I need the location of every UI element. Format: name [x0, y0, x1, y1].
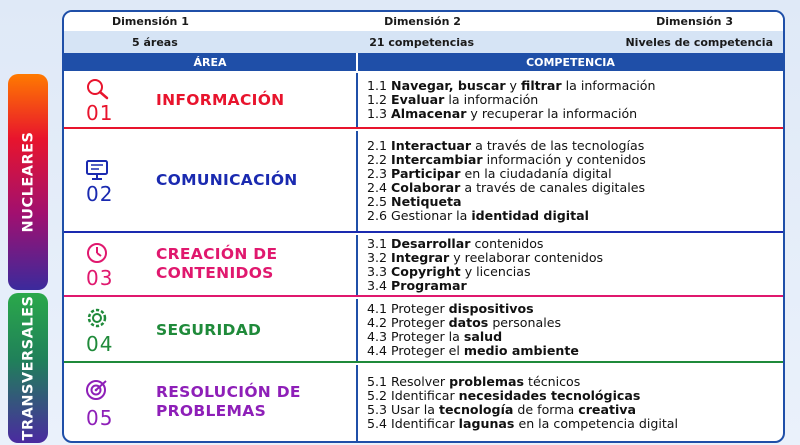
dimension-2-detail: 21 competencias: [369, 35, 475, 49]
competence-list: [358, 299, 783, 361]
competence-keyword: Navegar, buscar: [391, 78, 506, 93]
competence-text: 4.4 Proteger el: [367, 343, 464, 358]
dimension-detail-row: [64, 31, 783, 53]
competence-keyword: Interactuar: [391, 138, 472, 153]
competence-text: 3.3: [367, 264, 392, 279]
competence-item: [367, 403, 783, 417]
competence-text: la información: [561, 78, 656, 93]
magnifier-icon: [84, 78, 110, 100]
dimension-2-label: Dimensión 2: [384, 15, 461, 28]
target-icon: [84, 379, 110, 401]
dimension-1-detail: 5 áreas: [132, 35, 178, 49]
competence-keyword: dispositivos: [448, 301, 534, 316]
competence-keyword: Evaluar: [391, 92, 445, 107]
competence-text: 5.2 Identificar: [367, 388, 459, 403]
competence-item: [367, 195, 783, 209]
gear-icon: [84, 307, 110, 329]
competence-text: 2.4: [367, 180, 392, 195]
competence-item: [367, 167, 783, 181]
competence-text: a través de las tecnologías: [471, 138, 645, 153]
area-row: [64, 235, 783, 297]
competence-item: [367, 181, 783, 195]
competence-text: 2.6 Gestionar la: [367, 208, 472, 223]
competence-keyword: Netiqueta: [391, 194, 462, 209]
competence-keyword: Intercambiar: [391, 152, 483, 167]
competence-keyword: necesidades tecnológicas: [458, 388, 641, 403]
dimension-row: [64, 12, 783, 31]
nucleares-sidebar: [8, 74, 48, 290]
area-cell: [64, 235, 358, 295]
dimension-1-label: Dimensión 1: [112, 15, 189, 28]
competence-text: la información: [444, 92, 539, 107]
competence-item: [367, 279, 783, 293]
monitor-icon: [84, 159, 110, 181]
competence-item: [367, 251, 783, 265]
competence-item: [367, 209, 783, 223]
competence-text: en la ciudadanía digital: [460, 166, 612, 181]
area-cell: [64, 299, 358, 361]
competencia-header: COMPETENCIA: [526, 55, 615, 69]
area-name: [156, 383, 301, 421]
competence-keyword: Integrar: [391, 250, 450, 265]
competence-keyword: salud: [463, 329, 503, 344]
competence-text: 2.3: [367, 166, 392, 181]
competence-keyword: Desarrollar: [391, 236, 471, 251]
competence-item: [367, 107, 783, 121]
competence-item: [367, 139, 783, 153]
area-number: 05: [86, 406, 114, 430]
area-number: 01: [86, 101, 114, 125]
area-row: [64, 365, 783, 443]
area-row: [64, 131, 783, 233]
area-number: 02: [86, 182, 114, 206]
competence-table: [62, 10, 785, 443]
competence-text: 2.1: [367, 138, 392, 153]
competence-keyword: Participar: [391, 166, 461, 181]
area-name-line-2: PROBLEMAS: [156, 402, 267, 420]
area-name-line-1: COMUNICACIÓN: [156, 171, 298, 189]
competence-text: a través de canales digitales: [460, 180, 646, 195]
competence-item: [367, 316, 783, 330]
competence-item: [367, 93, 783, 107]
nucleares-label: NUCLEARES: [20, 131, 36, 233]
dimension-3-label: Dimensión 3: [656, 15, 733, 28]
competence-keyword: Programar: [391, 278, 467, 293]
competence-keyword: Colaborar: [391, 180, 461, 195]
area-name-line-1: RESOLUCIÓN DE: [156, 383, 301, 401]
competence-text: personales: [488, 315, 562, 330]
area-header: ÁREA: [64, 53, 358, 71]
competence-item: [367, 417, 783, 431]
competence-item: [367, 237, 783, 251]
competence-text: 3.1: [367, 236, 392, 251]
competence-text: 5.1 Resolver: [367, 374, 450, 389]
competence-list: [358, 365, 783, 441]
competence-text: 4.2 Proteger: [367, 315, 449, 330]
competence-text: 3.4: [367, 278, 392, 293]
column-header-row: [64, 53, 783, 71]
area-name-line-1: INFORMACIÓN: [156, 91, 285, 109]
competence-keyword: medio ambiente: [463, 343, 579, 358]
area-number: 04: [86, 332, 114, 356]
competence-text: 2.2: [367, 152, 392, 167]
competence-list: [358, 235, 783, 295]
area-name: [156, 91, 284, 110]
competence-keyword: Almacenar: [391, 106, 467, 121]
area-cell: [64, 73, 358, 127]
competence-text: 3.2: [367, 250, 392, 265]
competence-item: [367, 302, 783, 316]
competence-list: [358, 73, 783, 127]
competence-keyword: lagunas: [458, 416, 515, 431]
competence-text: 4.1 Proteger: [367, 301, 449, 316]
competence-text: y reelaborar contenidos: [449, 250, 604, 265]
area-name-line-1: CREACIÓN DE: [156, 245, 278, 263]
competence-text: y licencias: [460, 264, 531, 279]
competence-item: [367, 375, 783, 389]
competence-item: [367, 153, 783, 167]
transversales-sidebar: [8, 293, 48, 443]
competence-list: [358, 131, 783, 231]
competence-text: de forma: [513, 402, 579, 417]
competence-text: 1.1: [367, 78, 392, 93]
area-row: [64, 73, 783, 129]
competence-keyword: Copyright: [391, 264, 461, 279]
dimension-3-detail: Niveles de competencia: [625, 35, 773, 49]
competence-text: contenidos: [470, 236, 544, 251]
competence-text: y recuperar la información: [466, 106, 638, 121]
competence-text: 1.2: [367, 92, 392, 107]
competence-text: 1.3: [367, 106, 392, 121]
area-cell: [64, 131, 358, 231]
competence-item: [367, 344, 783, 358]
competence-keyword: creativa: [578, 402, 636, 417]
competence-text: 2.5: [367, 194, 392, 209]
competence-text: información y contenidos: [482, 152, 646, 167]
competence-text: técnicos: [524, 374, 581, 389]
competence-keyword: tecnología: [438, 402, 514, 417]
area-name: [156, 245, 277, 283]
transversales-label: TRANSVERSALES: [20, 295, 36, 441]
competence-text: 4.3 Proteger la: [367, 329, 464, 344]
competence-text: 5.4 Identificar: [367, 416, 459, 431]
competence-item: [367, 330, 783, 344]
competence-text: y: [505, 78, 521, 93]
competence-item: [367, 389, 783, 403]
competence-keyword: datos: [448, 315, 489, 330]
competence-text: en la competencia digital: [514, 416, 678, 431]
competence-keyword: identidad digital: [471, 208, 589, 223]
competence-item: [367, 265, 783, 279]
competence-keyword: filtrar: [521, 78, 562, 93]
area-name-line-2: CONTENIDOS: [156, 264, 274, 282]
area-number: 03: [86, 266, 114, 290]
area-name-line-1: SEGURIDAD: [156, 321, 262, 339]
area-name: [156, 321, 261, 340]
competence-text: 5.3 Usar la: [367, 402, 439, 417]
area-name: [156, 171, 298, 190]
competence-item: [367, 79, 783, 93]
competence-keyword: problemas: [449, 374, 524, 389]
area-cell: [64, 365, 358, 441]
clock-icon: [84, 242, 110, 264]
area-row: [64, 299, 783, 363]
